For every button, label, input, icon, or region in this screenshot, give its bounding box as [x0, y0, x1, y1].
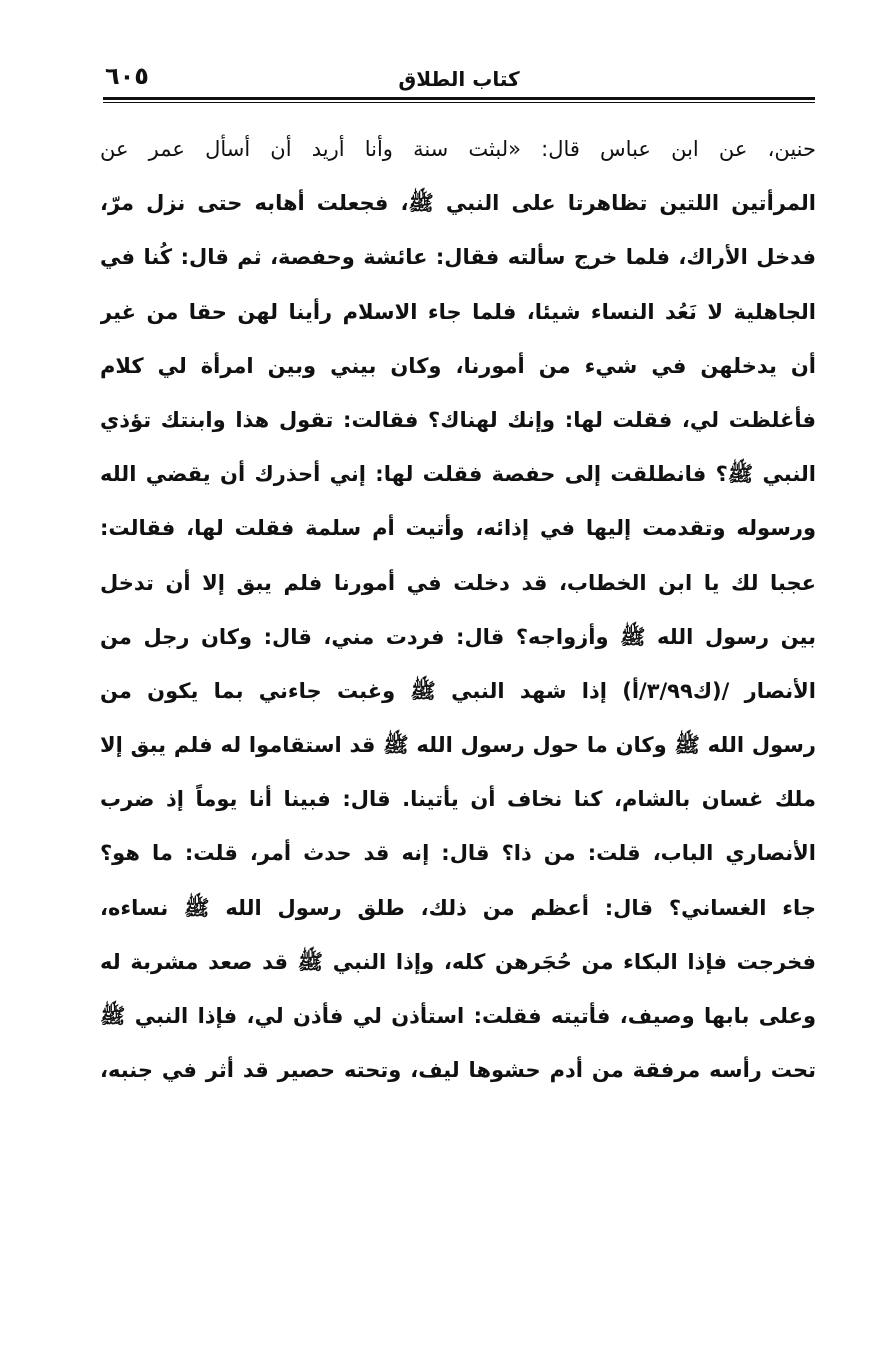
page-header — [103, 55, 815, 97]
text-line: الأنصاري الباب، قلت: من ذا؟ قال: إنه قد حدث أمر، قلت: ما هو؟ — [100, 841, 816, 866]
running-title: كتاب الطلاق — [398, 67, 520, 91]
text-line: المرأتين اللتين تظاهرتا على النبي ﷺ، فجعلت أهابه حتى نزل مرّ، — [100, 191, 816, 216]
text-line: عجبا لك يا ابن الخطاب، قد دخلت في أمورنا فلم يبق إلا أن تدخل — [100, 570, 816, 595]
text-line: فدخل الأراك، فلما خرج سألته فقال: عائشة وحفصة، ثم قال: كُنا في — [100, 245, 816, 270]
text-line: حنين، عن ابن عباس قال: «لبثت سنة وأنا أريد أن أسأل عمر عن — [100, 137, 816, 161]
header-rule-thick — [103, 97, 815, 100]
text-line: الجاهلية لا نَعُد النساء شيئا، فلما جاء الاسلام رأينا لهن حقا من غير — [100, 299, 816, 324]
text-line: وعلى بابها وصيف، فأتيته فقلت: استأذن لي فأذن لي، فإذا النبي ﷺ — [100, 1004, 816, 1028]
text-line: النبي ﷺ؟ فانطلقت إلى حفصة فقلت لها: إني أحذرك أن يقضي الله — [100, 462, 816, 487]
text-line: فخرجت فإذا البكاء من حُجَرهن كله، وإذا النبي ﷺ قد صعد مشربة له — [100, 949, 816, 974]
text-line: أن يدخلهن في شيء من أمورنا، وكان بيني وبين امرأة لي كلام — [100, 353, 816, 378]
text-line: ورسوله وتقدمت إليها في إذائه، وأتيت أم سلمة فقلت لها، فقالت: — [100, 516, 816, 541]
text-line: بين رسول الله ﷺ وأزواجه؟ قال: فردت مني، قال: وكان رجل من — [100, 624, 816, 649]
text-line: رسول الله ﷺ وكان ما حول رسول الله ﷺ قد استقاموا له فلم يبق إلا — [100, 733, 816, 758]
text-line: ملك غسان بالشام، كنا نخاف أن يأتينا. قال: فبينا أنا يوماً إذ ضرب — [100, 787, 816, 812]
text-line: فأغلظت لي، فقلت لها: وإنك لهناك؟ فقالت: تقول هذا وابنتك تؤذي — [100, 407, 816, 432]
text-line: جاء الغساني؟ قال: أعظم من ذلك، طلق رسول الله ﷺ نساءه، — [100, 895, 816, 920]
text-line: تحت رأسه مرفقة من أدم حشوها ليف، وتحته حصير قد أثر في جنبه، — [100, 1058, 816, 1083]
body-text — [100, 122, 816, 1097]
page-number: ٦٠٥ — [105, 62, 149, 90]
header-rule-thin — [103, 102, 815, 103]
text-line: الأنصار /(ك٣/٩٩/أ) إذا شهد النبي ﷺ وغبت جاءني بما يكون من — [100, 678, 816, 703]
